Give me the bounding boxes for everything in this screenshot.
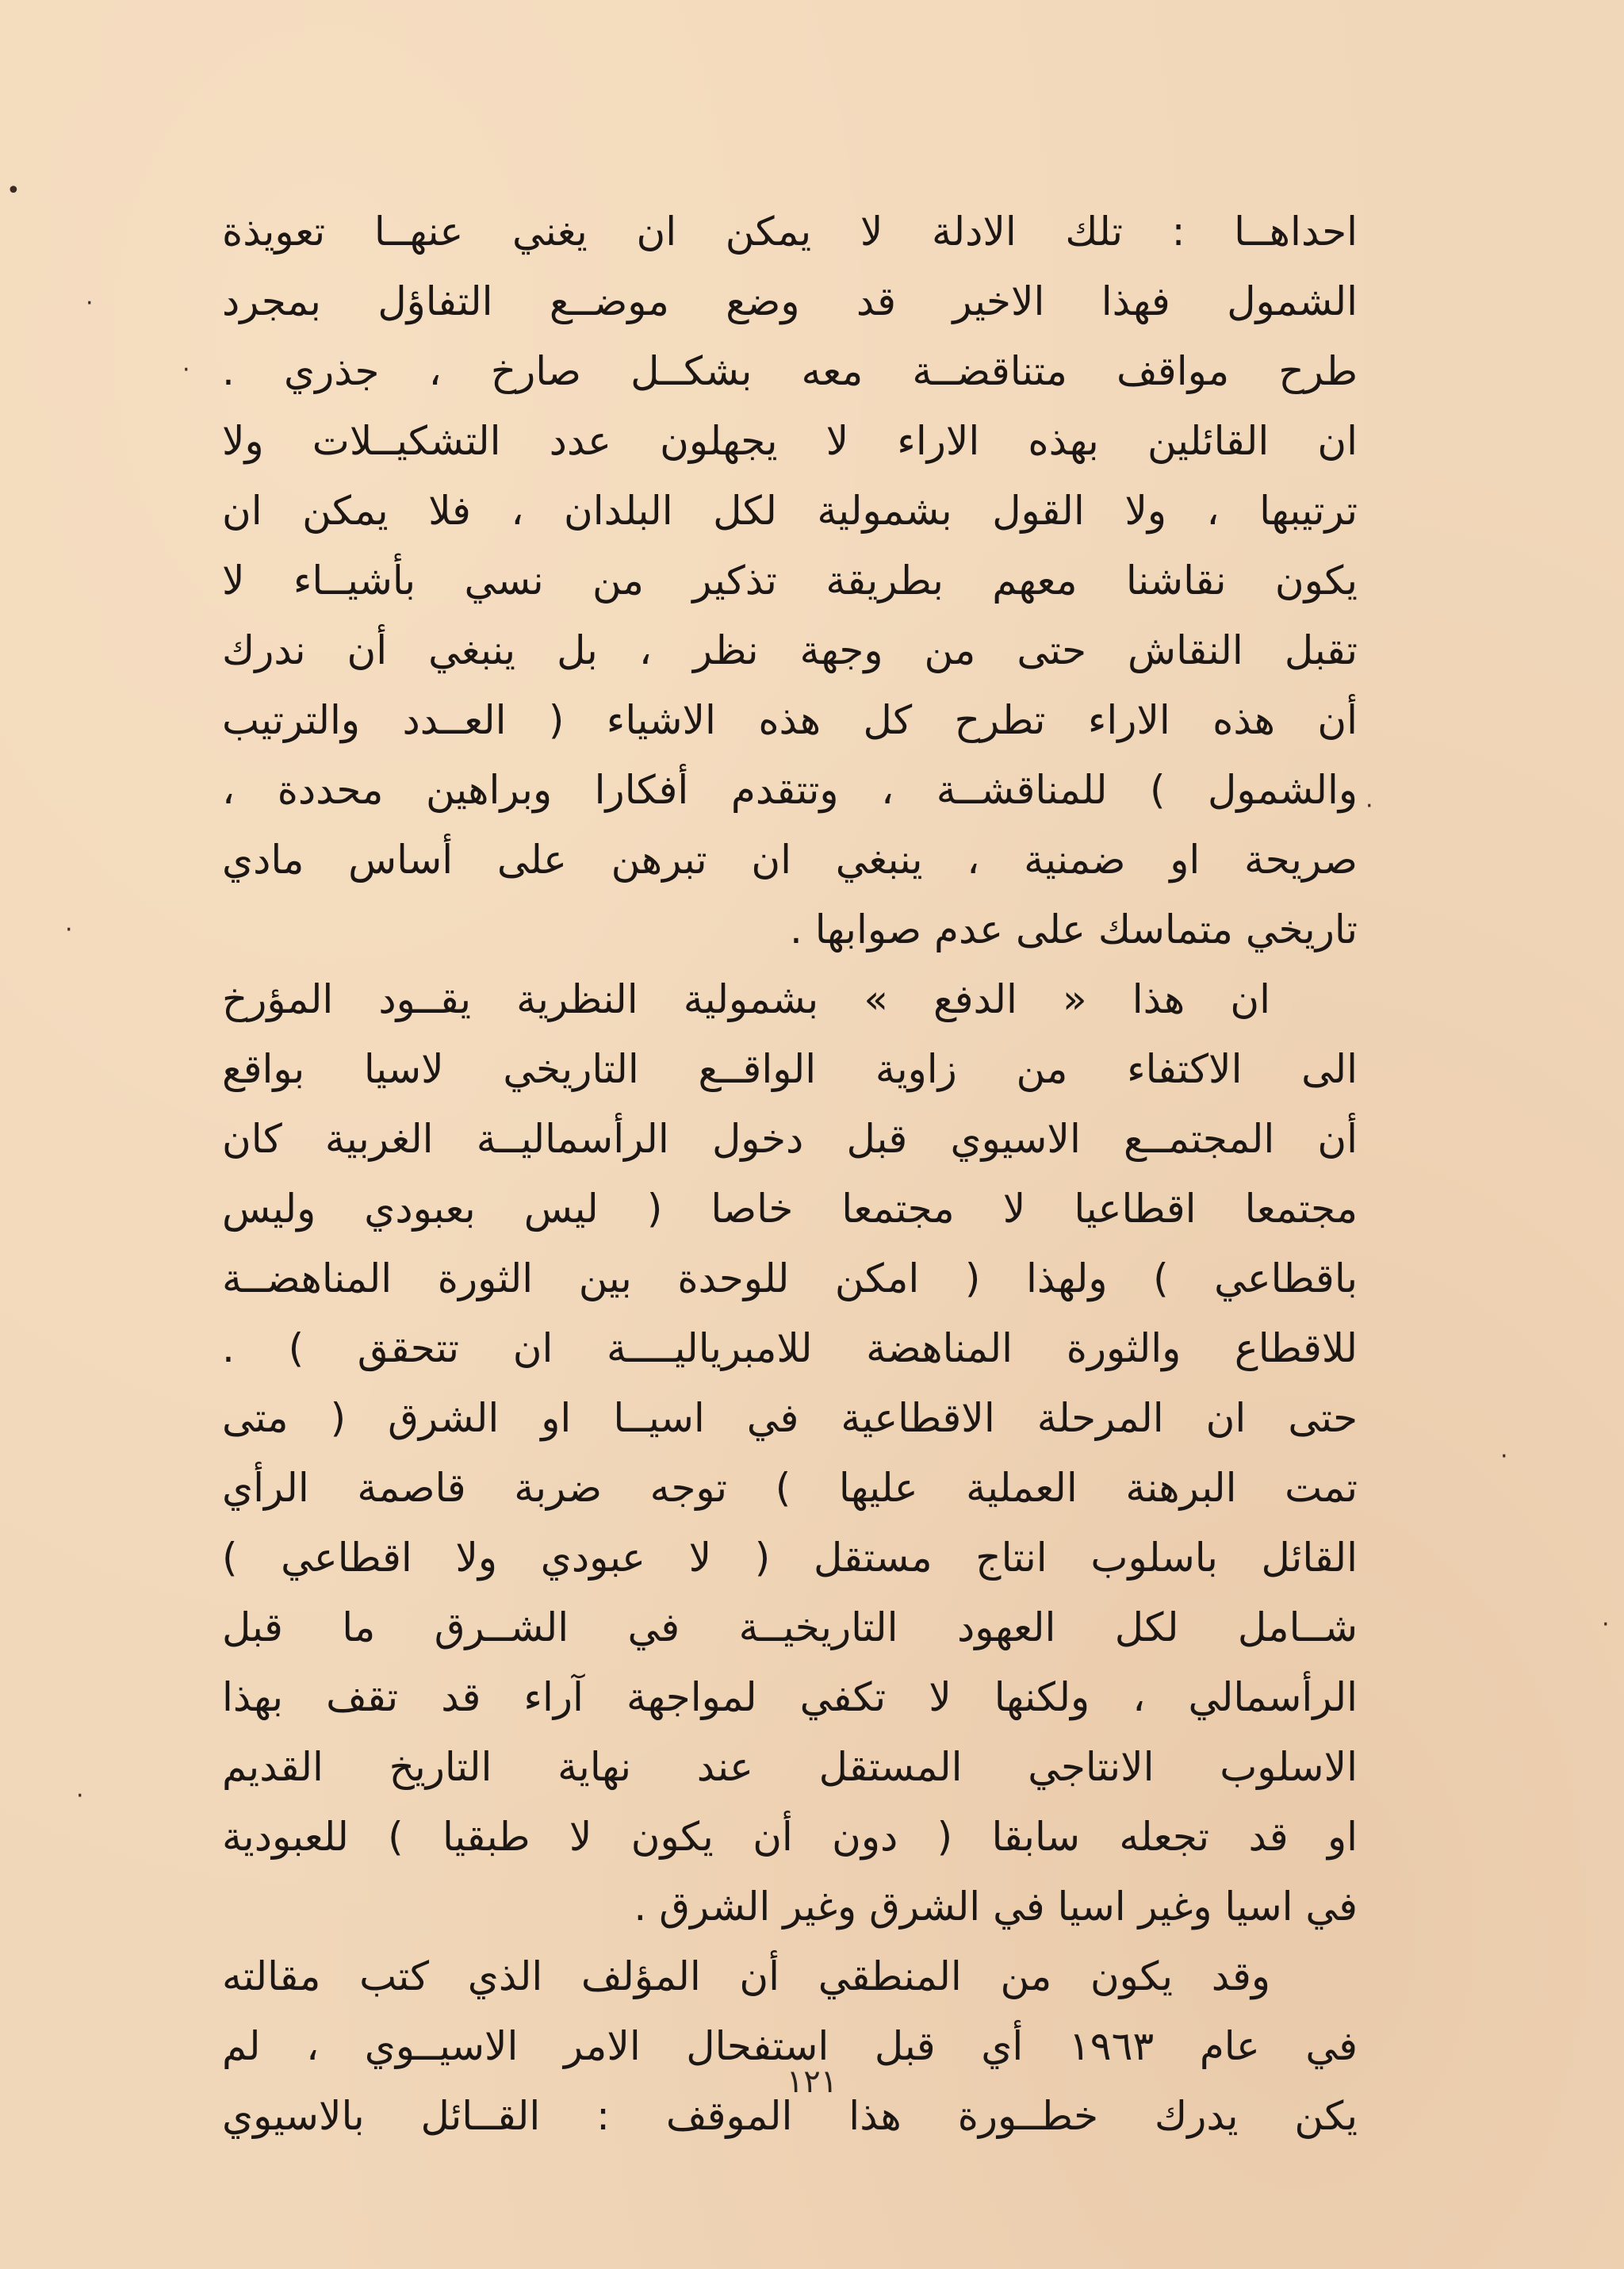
margin-speck: · — [1602, 1611, 1610, 1639]
text-line: حتى ان المرحلة الاقطاعية في اسيــا او الشرق ( متى — [222, 1395, 1358, 1441]
text-line: او قد تجعله سابقا ( دون أن يكون لا طبقيا ) للعبودية — [222, 1814, 1358, 1860]
text-line: ان القائلين بهذه الاراء لا يجهلون عدد التشكيــلات ولا — [222, 418, 1358, 464]
text-line: والشمول ) للمناقشــة ، وتتقدم أفكارا وبراهين محددة ، — [222, 767, 1358, 813]
margin-speck: · — [86, 289, 94, 317]
paragraph-2 — [222, 964, 1358, 1941]
text-line: يكن يدرك خطــورة هذا الموقف : القــائل بالاسيوي — [222, 2093, 1358, 2139]
text-line: الاسلوب الانتاجي المستقل عند نهاية التاريخ القديم — [222, 1744, 1358, 1790]
paragraph-3 — [222, 1941, 1358, 2151]
text-line: تاريخي متماسك على عدم صوابها . — [789, 906, 1358, 952]
text-line: الرأسمالي ، ولكنها لا تكفي لمواجهة آراء قد تقف بهذا — [222, 1674, 1358, 1720]
text-line: ترتيبها ، ولا القول بشمولية لكل البلدان ، فلا يمكن ان — [222, 488, 1358, 534]
text-line: مجتمعا اقطاعيا لا مجتمعا خاصا ( ليس بعبودي وليس — [222, 1186, 1358, 1232]
text-line: الى الاكتفاء من زاوية الواقــع التاريخي لاسيا بواقع — [222, 1046, 1358, 1092]
text-line: تمت البرهنة العملية عليها ) توجه ضربة قاصمة الرأي — [222, 1465, 1358, 1511]
margin-speck: · — [1365, 792, 1373, 820]
margin-speck: • — [6, 177, 21, 205]
text-line: باقطاعي ) ولهذا ( امكن للوحدة بين الثورة المناهضــة — [222, 1255, 1358, 1301]
text-line: ان هذا « الدفع » بشمولية النظرية يقــود المؤرخ — [222, 976, 1270, 1022]
paragraph-1 — [222, 197, 1358, 964]
text-line: أن هذه الاراء تطرح كل هذه الاشياء ( العــدد والترتيب — [222, 697, 1358, 743]
text-line: وقد يكون من المنطقي أن المؤلف الذي كتب مقالته — [222, 1953, 1270, 1999]
text-line: شــامل لكل العهود التاريخيــة في الشــرق ما قبل — [222, 1604, 1358, 1650]
margin-speck: · — [1500, 1443, 1508, 1470]
text-line: للاقطاع والثورة المناهضة للامبرياليــــة ان تتحقق ) . — [222, 1325, 1358, 1371]
text-line: في عام ١٩٦٣ أي قبل استفحال الامر الاسيــوي ، لم — [222, 2023, 1358, 2069]
text-line: في اسيا وغير اسيا في الشرق وغير الشرق . — [634, 1884, 1358, 1930]
page-number: ١٢١ — [786, 2064, 838, 2100]
text-line: تقبل النقاش حتى من وجهة نظر ، بل ينبغي أن ندرك — [222, 627, 1358, 673]
text-line: صريحة او ضمنية ، ينبغي ان تبرهن على أساس مادي — [222, 837, 1358, 883]
text-line: طرح مواقف متناقضــة معه بشكــل صارخ ، جذري . — [222, 348, 1358, 394]
body-text — [222, 197, 1358, 2151]
text-line: يكون نقاشنا معهم بطريقة تذكير من نسي بأشيــاء لا — [222, 558, 1358, 604]
margin-speck: · — [182, 356, 190, 384]
text-line: القائل باسلوب انتاج مستقل ( لا عبودي ولا اقطاعي ) — [222, 1535, 1358, 1581]
text-line: أن المجتمــع الاسيوي قبل دخول الرأسماليــة الغربية كان — [222, 1116, 1358, 1162]
text-line: احداهــا : تلك الادلة لا يمكن ان يغني عنهــا تعويذة — [222, 209, 1358, 255]
margin-speck: · — [76, 1782, 84, 1810]
text-line: الشمول فهذا الاخير قد وضع موضــع التفاؤل بمجرد — [222, 278, 1358, 324]
margin-speck: · — [65, 916, 73, 944]
